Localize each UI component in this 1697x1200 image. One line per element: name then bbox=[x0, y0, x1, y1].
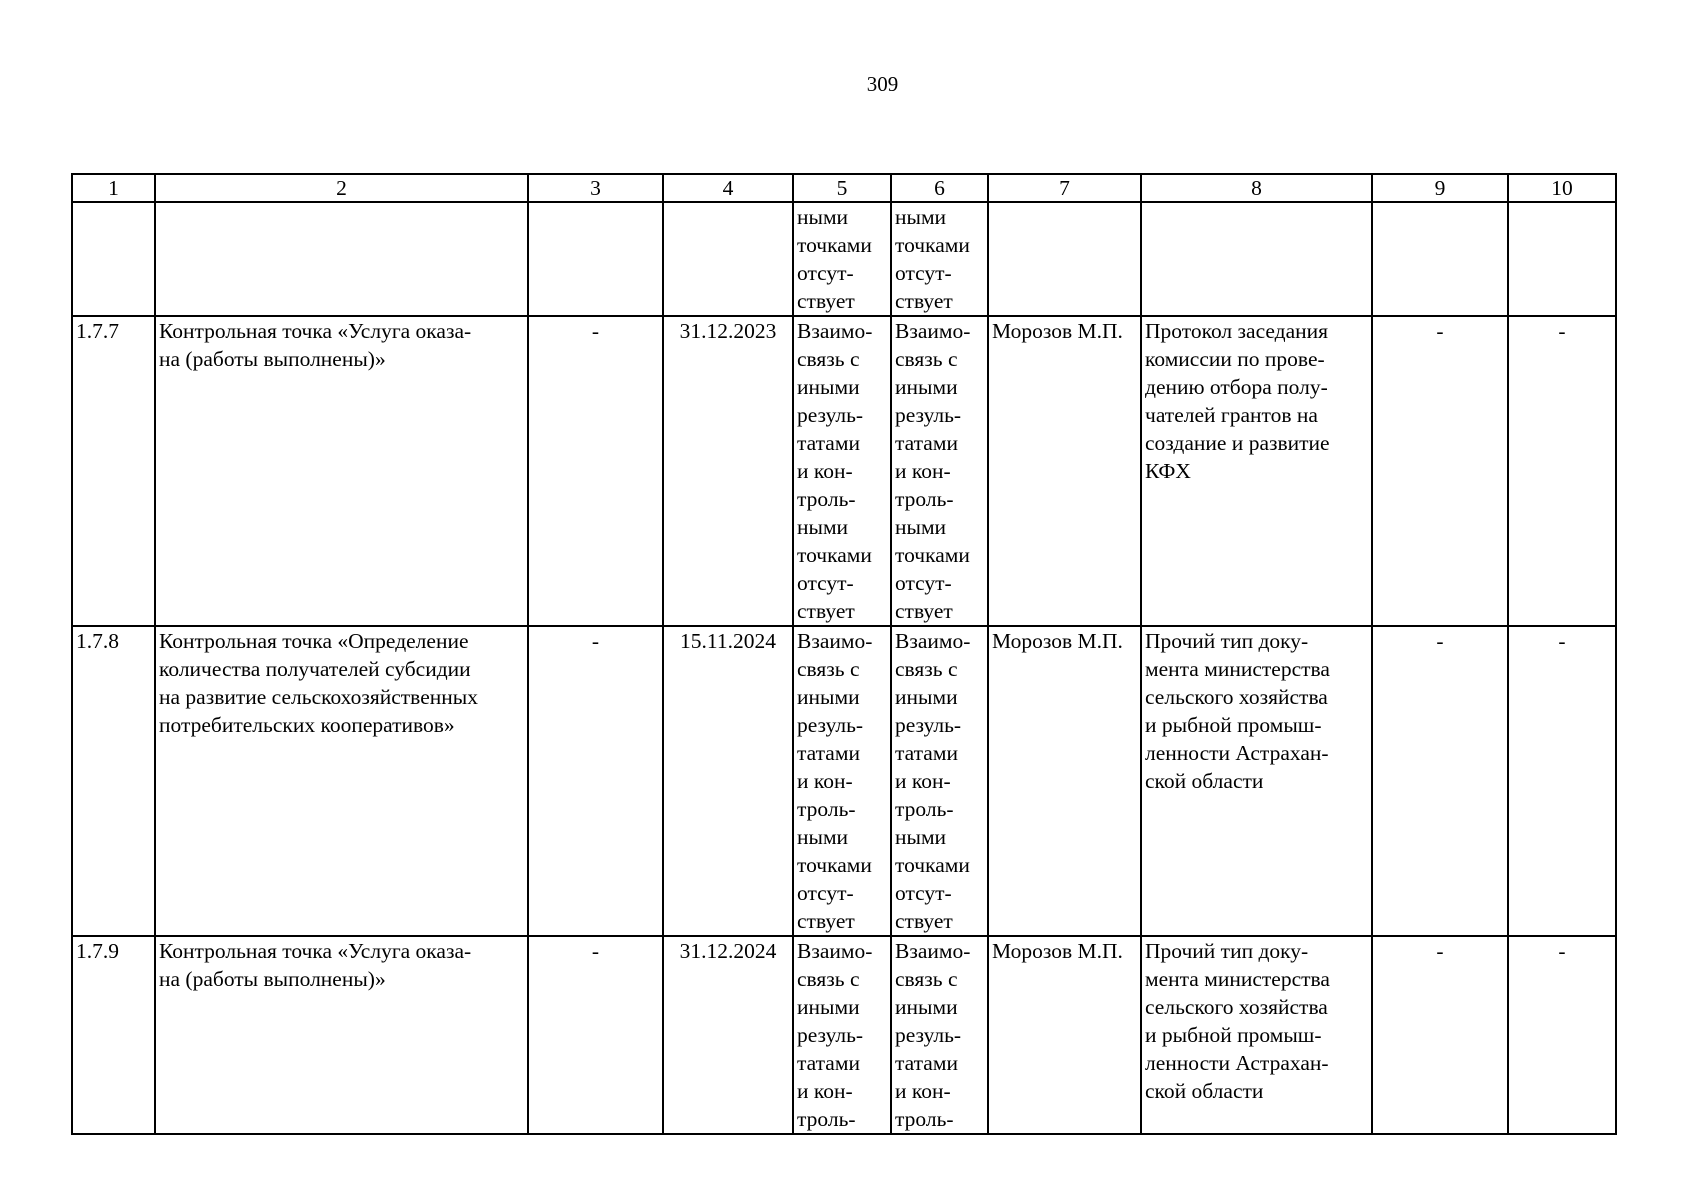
interrelation-text: Взаимо- связь с иными резуль- татами и кон- троль- bbox=[895, 939, 971, 1131]
table-cell: - bbox=[528, 316, 663, 626]
interrelation-text: Взаимо- связь с иными резуль- татами и кон- троль- ными точками отсут- ствует bbox=[895, 629, 971, 933]
table-cell: - bbox=[1508, 936, 1616, 1134]
table-cell: - bbox=[1508, 316, 1616, 626]
checkpoint-name bbox=[155, 936, 528, 1134]
document-type-text: Прочий тип доку- мента министерства сельского хозяйства и рыбной промыш- ленности Астрахан- ской области bbox=[1145, 939, 1330, 1103]
data-table bbox=[71, 173, 1617, 1135]
table-cell bbox=[793, 316, 891, 626]
column-header: 10 bbox=[1508, 174, 1616, 202]
responsible-person: Морозов М.П. bbox=[988, 936, 1141, 1134]
table-cell bbox=[1141, 202, 1372, 316]
table-cell bbox=[793, 936, 891, 1134]
table-cell bbox=[891, 202, 988, 316]
document-type bbox=[1141, 316, 1372, 626]
table-row bbox=[72, 626, 1616, 936]
column-header: 8 bbox=[1141, 174, 1372, 202]
table-cell bbox=[891, 316, 988, 626]
column-header: 2 bbox=[155, 174, 528, 202]
checkpoint-name bbox=[155, 316, 528, 626]
interrelation-text: ными точками отсут- ствует bbox=[797, 205, 872, 313]
interrelation-text: Взаимо- связь с иными резуль- татами и кон- троль- ными точками отсут- ствует bbox=[797, 629, 873, 933]
table-cell bbox=[891, 626, 988, 936]
checkpoint-name bbox=[155, 626, 528, 936]
table-cell: - bbox=[1372, 626, 1508, 936]
page-number: 309 bbox=[866, 72, 899, 96]
checkpoint-date: 31.12.2024 bbox=[663, 936, 793, 1134]
column-header: 5 bbox=[793, 174, 891, 202]
table-cell bbox=[155, 202, 528, 316]
column-header: 6 bbox=[891, 174, 988, 202]
row-number: 1.7.7 bbox=[72, 316, 155, 626]
table-cell bbox=[891, 936, 988, 1134]
checkpoint-date: 31.12.2023 bbox=[663, 316, 793, 626]
table-row bbox=[72, 936, 1616, 1134]
row-number: 1.7.9 bbox=[72, 936, 155, 1134]
table-cell bbox=[793, 626, 891, 936]
table-cell: - bbox=[1372, 316, 1508, 626]
table-cell bbox=[793, 202, 891, 316]
table-row-continuation bbox=[72, 202, 1616, 316]
checkpoint-name-text: Контрольная точка «Услуга оказа- на (работы выполнены)» bbox=[159, 939, 472, 991]
checkpoint-name-text: Контрольная точка «Определение количества получателей субсидии на развитие сельскохозяйственных потребительских кооперативов» bbox=[159, 629, 478, 737]
checkpoint-date: 15.11.2024 bbox=[663, 626, 793, 936]
interrelation-text: Взаимо- связь с иными резуль- татами и кон- троль- ными точками отсут- ствует bbox=[797, 319, 873, 623]
responsible-person: Морозов М.П. bbox=[988, 626, 1141, 936]
table-cell: - bbox=[528, 936, 663, 1134]
document-type bbox=[1141, 626, 1372, 936]
document-type-text: Протокол заседания комиссии по прове- дению отбора полу- чателей грантов на создание и развитие КФХ bbox=[1145, 319, 1330, 483]
header-row bbox=[72, 174, 1616, 202]
table-row bbox=[72, 316, 1616, 626]
table-cell bbox=[528, 202, 663, 316]
table-cell bbox=[988, 202, 1141, 316]
row-number: 1.7.8 bbox=[72, 626, 155, 936]
table-cell bbox=[1508, 202, 1616, 316]
column-header: 3 bbox=[528, 174, 663, 202]
column-header: 1 bbox=[72, 174, 155, 202]
column-header: 7 bbox=[988, 174, 1141, 202]
checkpoint-name-text: Контрольная точка «Услуга оказа- на (работы выполнены)» bbox=[159, 319, 472, 371]
table-cell bbox=[1372, 202, 1508, 316]
interrelation-text: Взаимо- связь с иными резуль- татами и кон- троль- ными точками отсут- ствует bbox=[895, 319, 971, 623]
interrelation-text: ными точками отсут- ствует bbox=[895, 205, 970, 313]
document-type-text: Прочий тип доку- мента министерства сельского хозяйства и рыбной промыш- ленности Астрахан- ской области bbox=[1145, 629, 1330, 793]
column-header: 9 bbox=[1372, 174, 1508, 202]
table-cell bbox=[663, 202, 793, 316]
interrelation-text: Взаимо- связь с иными резуль- татами и кон- троль- bbox=[797, 939, 873, 1131]
table-cell: - bbox=[528, 626, 663, 936]
document-type bbox=[1141, 936, 1372, 1134]
responsible-person: Морозов М.П. bbox=[988, 316, 1141, 626]
table-cell: - bbox=[1372, 936, 1508, 1134]
table-cell: - bbox=[1508, 626, 1616, 936]
column-header: 4 bbox=[663, 174, 793, 202]
table-cell bbox=[72, 202, 155, 316]
